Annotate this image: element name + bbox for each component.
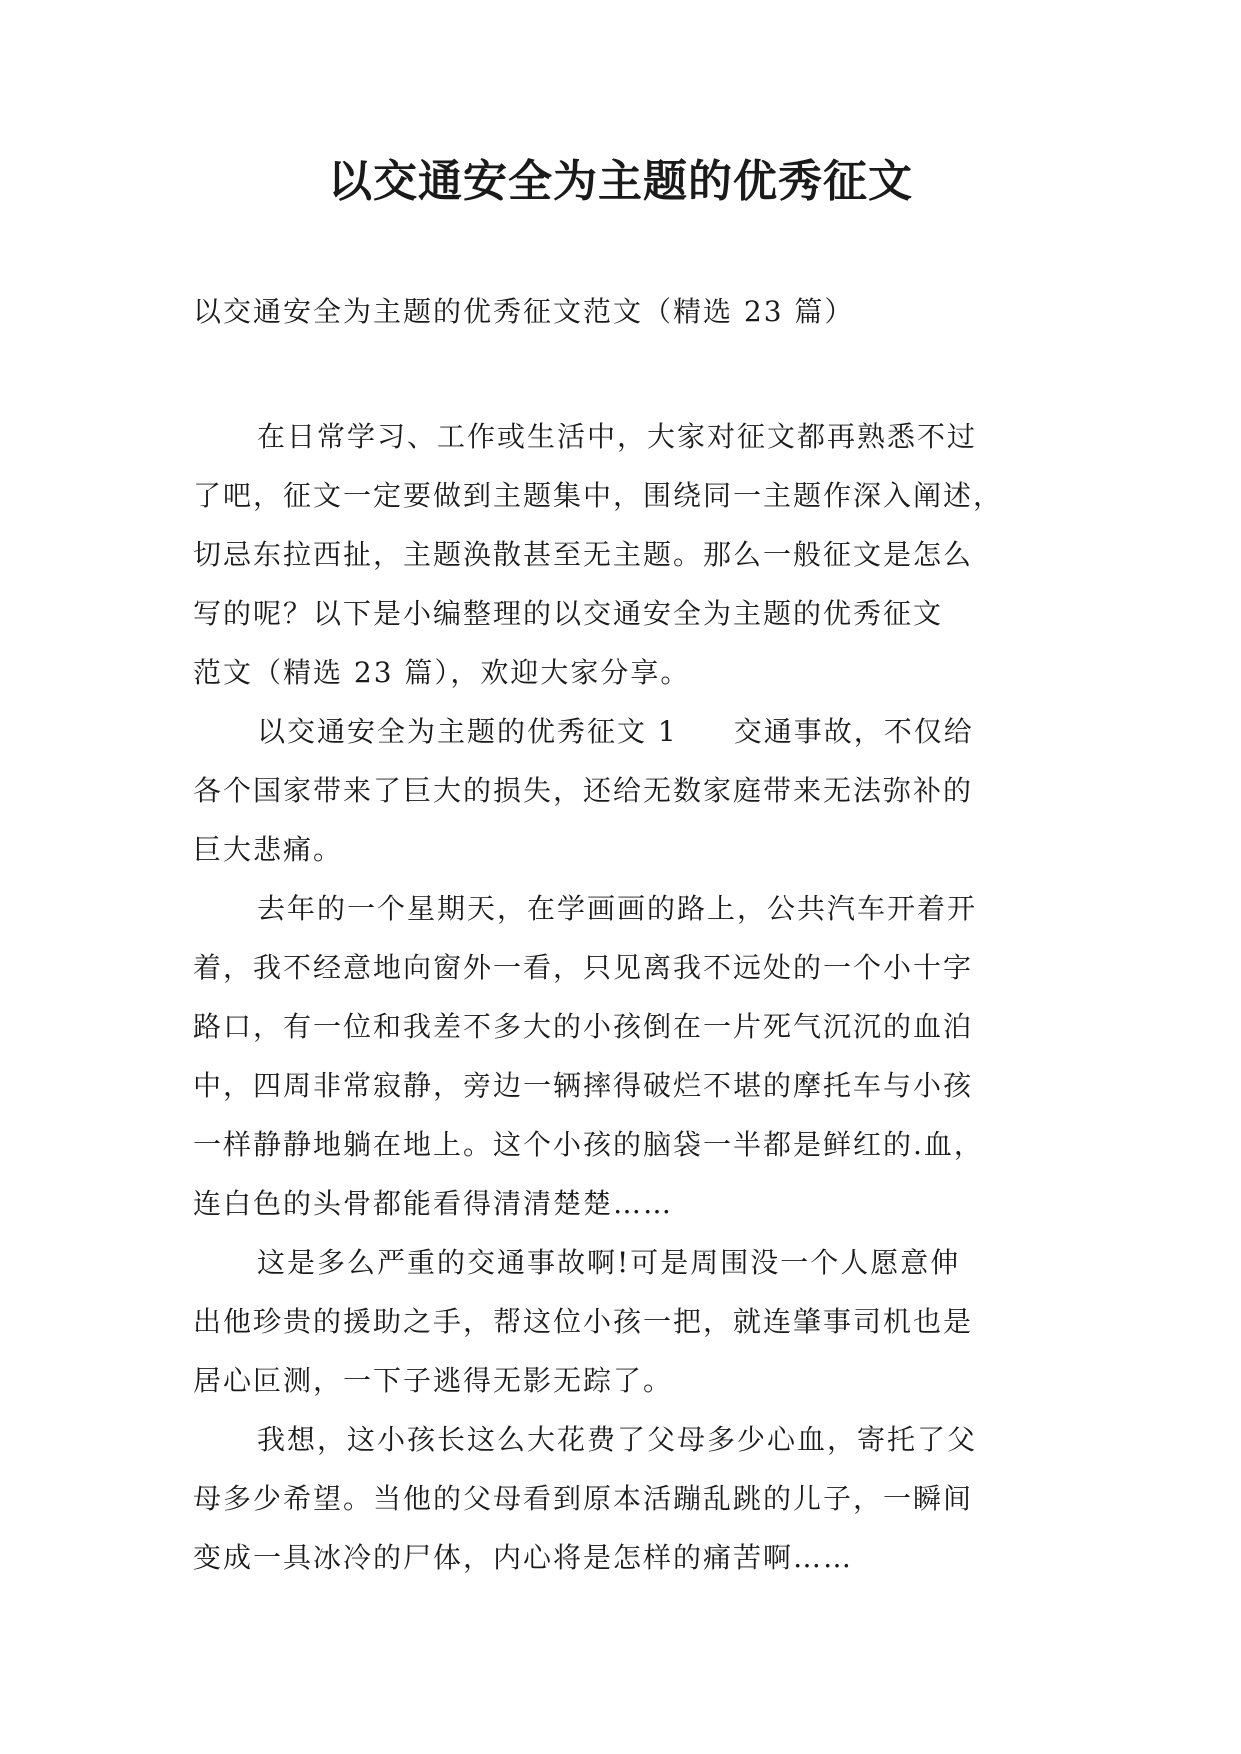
text-line: 范文（精选 23 篇），欢迎大家分享。: [193, 656, 691, 689]
text-line: 了吧，征文一定要做到主题集中，围绕同一主题作深入阐述，: [193, 479, 1004, 512]
text-line: 路口，有一位和我差不多大的小孩倒在一片死气沉沉的血泊: [193, 1010, 974, 1043]
text-line: 一样静静地躺在地上。这个小孩的脑袋一半都是鲜红的.血，: [193, 1128, 984, 1161]
document-subtitle: 以交通安全为主题的优秀征文范文（精选 23 篇）: [193, 295, 855, 328]
paragraph-essay-1-heading: [193, 702, 1053, 879]
text-line: 中，四周非常寂静，旁边一辆摔得破烂不堪的摩托车与小孩: [193, 1069, 974, 1102]
essay-heading: 以交通安全为主题的优秀征文 1: [257, 715, 678, 748]
paragraph-intro: [193, 407, 1053, 702]
text-line: 去年的一个星期天，在学画画的路上，公共汽车开着开: [257, 892, 978, 925]
text-line: 母多少希望。当他的父母看到原本活蹦乱跳的儿子，一瞬间: [193, 1482, 974, 1515]
text-line: 居心叵测，一下子逃得无影无踪了。: [193, 1364, 674, 1397]
paragraph-serious-accident: [193, 1233, 1053, 1410]
document-title: 以交通安全为主题的优秀征文: [328, 156, 913, 207]
essay-lead-text: 交通事故，不仅给: [733, 715, 974, 748]
text-line: 在日常学习、工作或生活中，大家对征文都再熟悉不过: [257, 420, 978, 453]
text-line: 切忌东拉西扯，主题涣散甚至无主题。那么一般征文是怎么: [193, 538, 974, 571]
text-line: 我想，这小孩长这么大花费了父母多少心血，寄托了父: [257, 1423, 978, 1456]
text-line: 连白色的头骨都能看得清清楚楚……: [193, 1187, 674, 1220]
paragraph-last-sunday: [193, 879, 1053, 1233]
text-line: 写的呢？以下是小编整理的以交通安全为主题的优秀征文: [193, 597, 944, 630]
document-body: [193, 407, 1053, 1587]
text-line: 这是多么严重的交通事故啊!可是周围没一个人愿意伸: [257, 1246, 961, 1279]
text-line: 变成一具冰冷的尸体，内心将是怎样的痛苦啊……: [193, 1541, 854, 1574]
text-line: 巨大悲痛。: [193, 833, 344, 866]
text-line: 各个国家带来了巨大的损失，还给无数家庭带来无法弥补的: [193, 774, 974, 807]
text-line: [193, 702, 1053, 761]
text-line: 着，我不经意地向窗外一看，只见离我不远处的一个小十字: [193, 951, 974, 984]
text-line: 出他珍贵的援助之手，帮这位小孩一把，就连肇事司机也是: [193, 1305, 974, 1338]
paragraph-i-think: [193, 1410, 1053, 1587]
